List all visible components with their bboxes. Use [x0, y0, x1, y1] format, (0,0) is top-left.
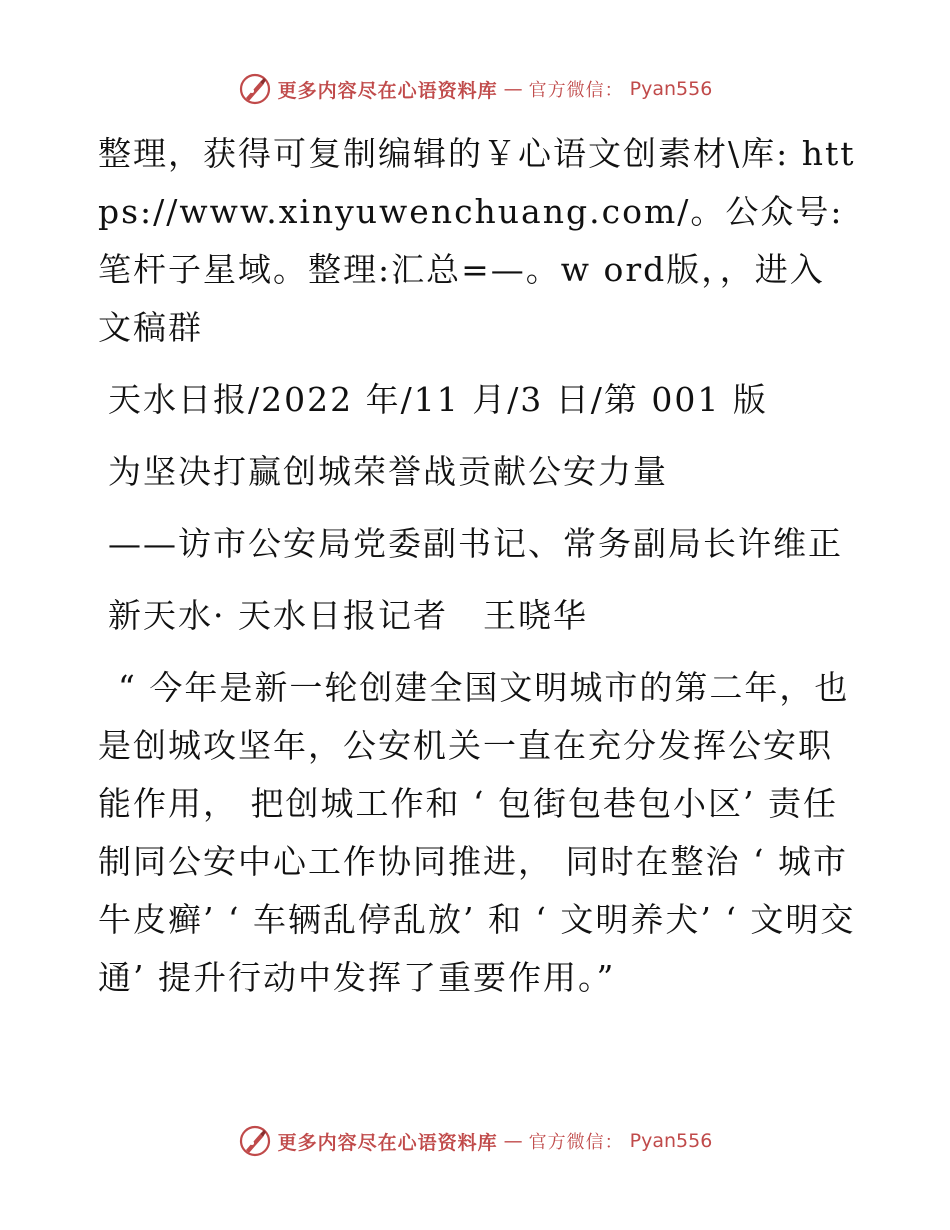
- intro-paragraph: 整理，获得可复制编辑的￥心语文创素材\库: https://www.xinyuwenchuang.com/。公众号: 笔杆子星域。整理:汇总=—。w ord版，，进入文稿群: [98, 134, 856, 347]
- footer-banner: [0, 1124, 950, 1158]
- banner-wechat-label: 官方微信：: [528, 1132, 624, 1153]
- byline: 新天水· 天水日报记者 王晓华: [108, 596, 588, 635]
- dateline: 天水日报/2022 年/11 月/3 日/第 001 版: [108, 380, 768, 419]
- pen-logo-icon: [238, 1124, 272, 1158]
- quote-paragraph: “ 今年是新一轮创建全国文明城市的第二年，也是创城攻坚年，公安机关一直在充分发挥公安职能作用， 把创城工作和 ‘ 包街包巷包小区’ 责任制同公安中心工作协同推进， 同时在整治 ‘ 城市牛皮癣’ ‘ 车辆乱停乱放’ 和 ‘ 文明养犬’ ‘ 文明交通’ 提升行动中发挥了重要作用。”: [98, 668, 856, 997]
- banner-wechat-id: Pyan556: [629, 1130, 713, 1152]
- document-body: [98, 125, 858, 1007]
- banner-slogan: 更多内容尽在心语资料库: [277, 79, 498, 102]
- banner-wechat-id: Pyan556: [629, 78, 713, 100]
- banner-dash: —: [503, 1130, 523, 1152]
- banner-slogan: 更多内容尽在心语资料库: [277, 1131, 498, 1154]
- subheadline: ——访市公安局党委副书记、常务副局长许维正: [108, 524, 843, 563]
- pen-logo-icon: [238, 72, 272, 106]
- headline: 为坚决打赢创城荣誉战贡献公安力量: [108, 452, 668, 491]
- banner-wechat-label: 官方微信：: [528, 80, 624, 101]
- header-banner: [0, 72, 950, 106]
- banner-dash: —: [503, 78, 523, 100]
